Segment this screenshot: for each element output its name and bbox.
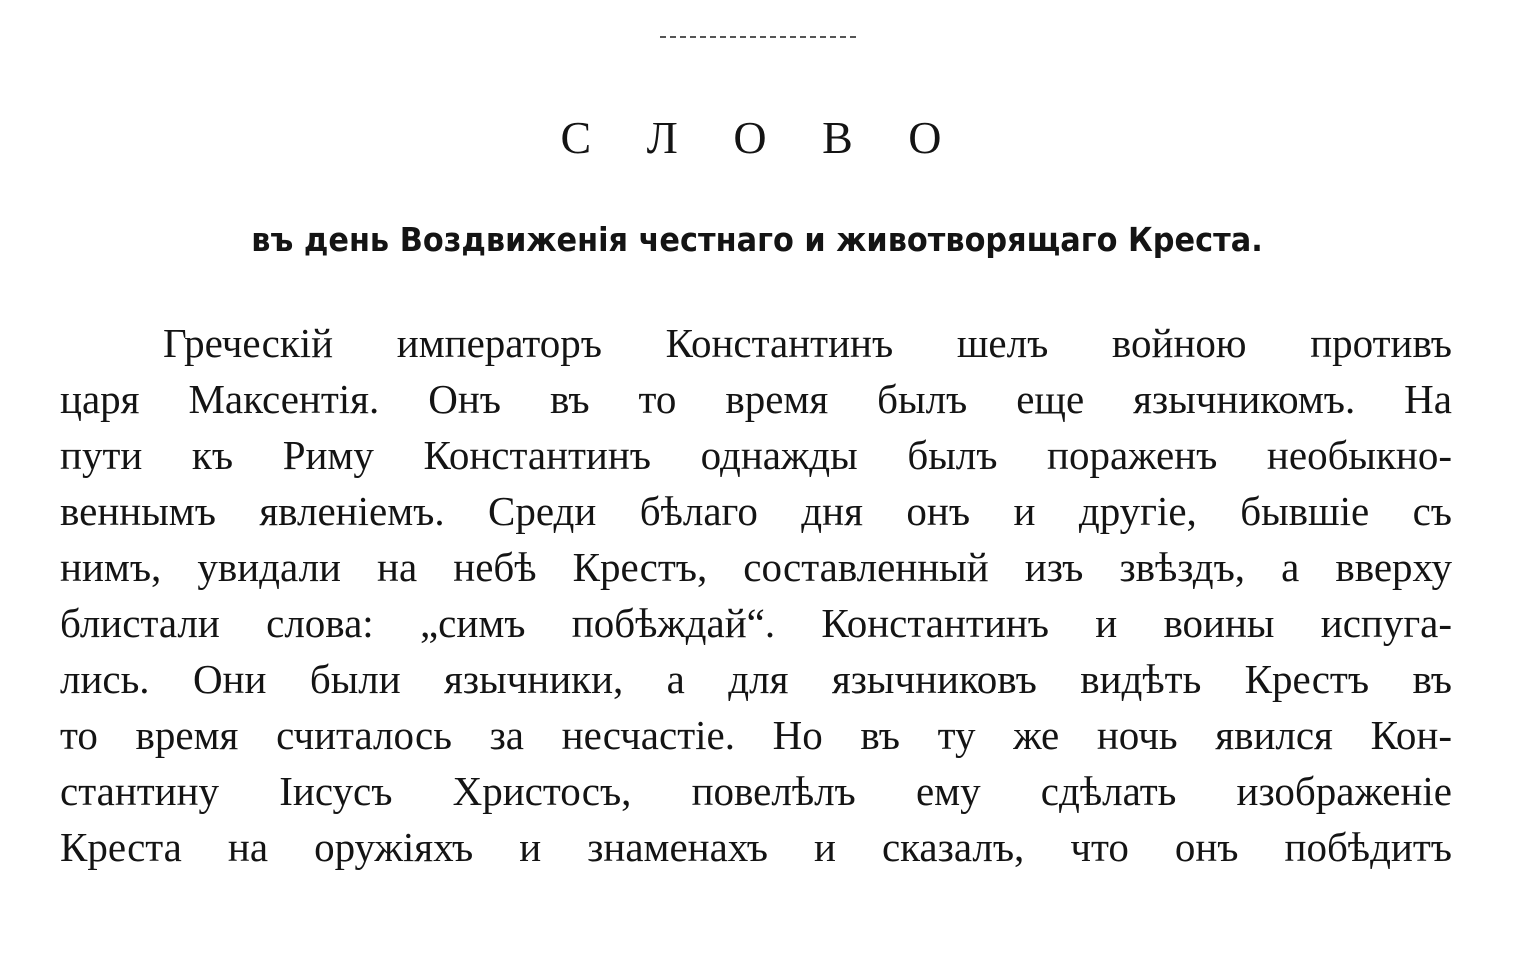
top-decorative-rule: [660, 36, 856, 38]
paragraph-line: пути къ Риму Константинъ однажды былъ пораженъ необыкно-: [60, 432, 1452, 478]
paragraph-line: нимъ, увидали на небѣ Крестъ, составленный изъ звѣздъ, а вверху: [60, 544, 1452, 590]
paragraph-line: Креста на оружіяхъ и знаменахъ и сказалъ, что онъ побѣдитъ: [60, 824, 1452, 870]
page-subtitle: въ день Воздвиженія честнаго и животворящаго Креста.: [251, 220, 1263, 259]
page-title: С Л О В О: [560, 112, 964, 163]
paragraph-line: Греческій императоръ Константинъ шелъ войною противъ: [163, 320, 1452, 366]
paragraph-line: блистали слова: „симъ побѣждай“. Константинъ и воины испуга-: [60, 600, 1452, 646]
paragraph-line: лись. Они были язычники, а для язычниковъ видѣть Крестъ въ: [60, 656, 1452, 702]
paragraph-line: то время считалось за несчастіе. Но въ ту же ночь явился Кон-: [60, 712, 1452, 758]
paragraph-line: царя Максентія. Онъ въ то время былъ еще язычникомъ. На: [60, 376, 1452, 422]
body-paragraph: [60, 315, 1452, 875]
paragraph-line: веннымъ явленіемъ. Среди бѣлаго дня онъ и другіе, бывшіе съ: [60, 488, 1452, 534]
paragraph-line: стантину Іисусъ Христосъ, повелѣлъ ему сдѣлать изображеніе: [60, 768, 1452, 814]
